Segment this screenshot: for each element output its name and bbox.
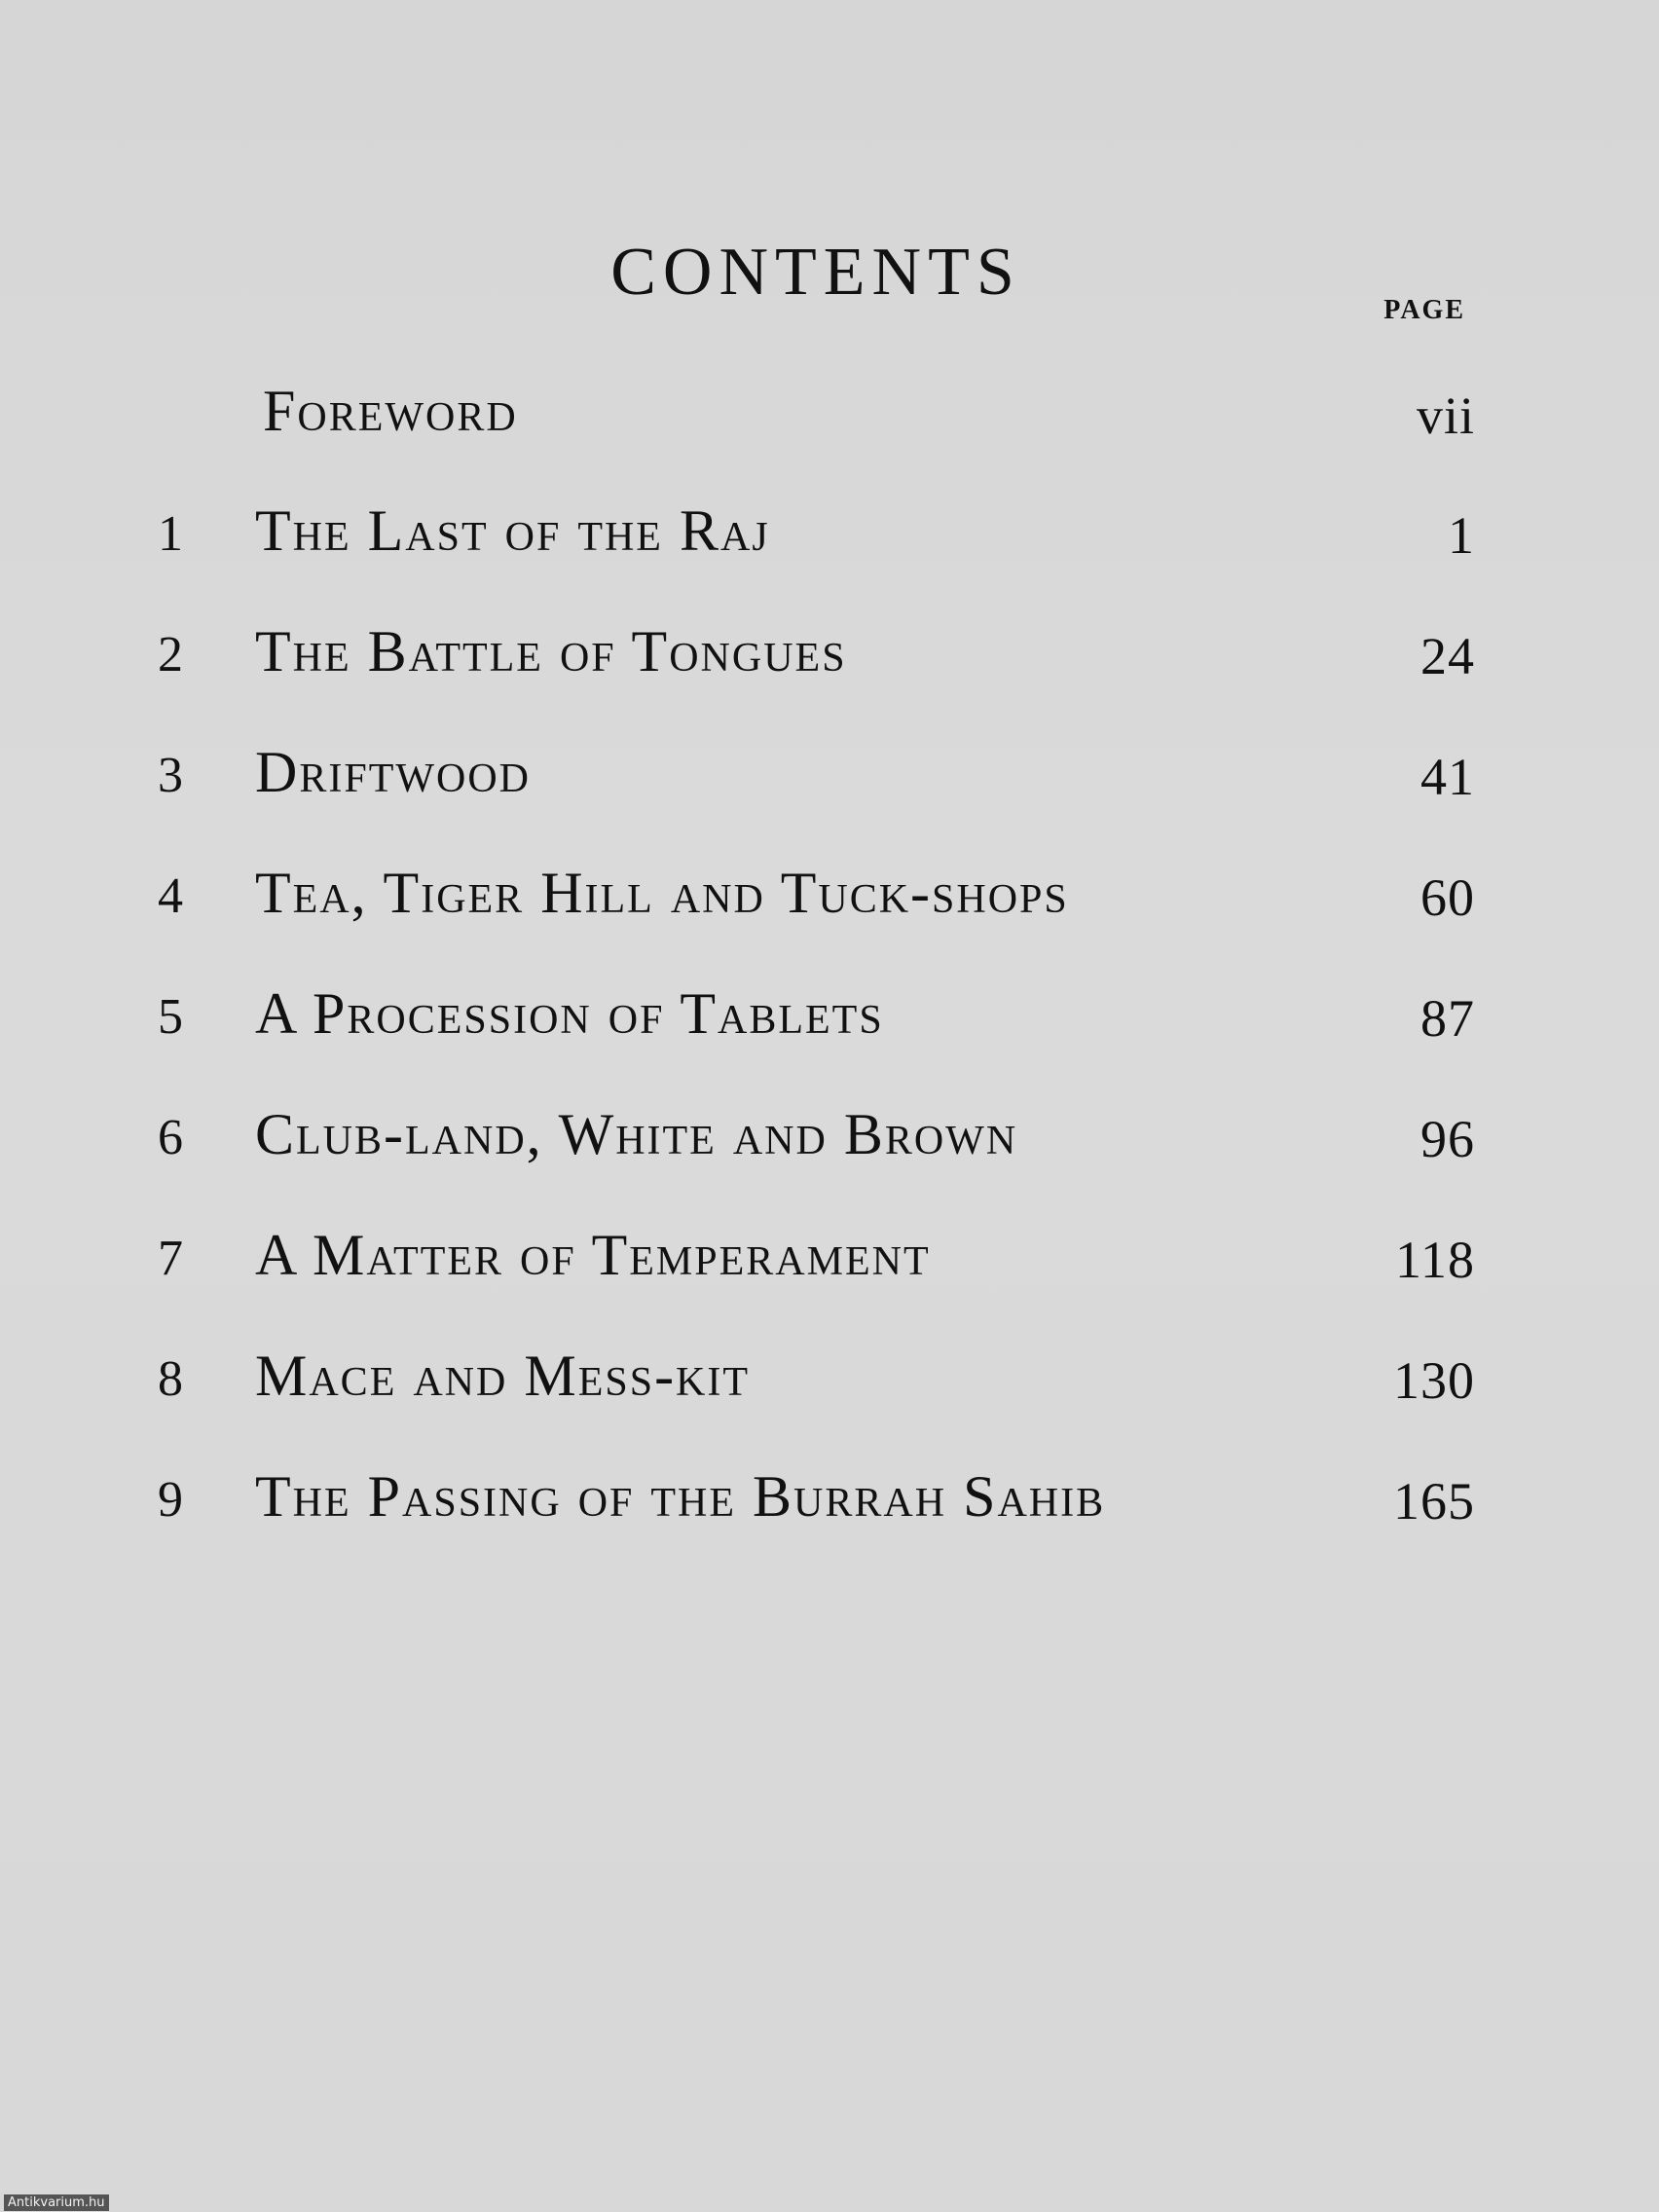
toc-entry-page: 60 (1420, 868, 1475, 927)
toc-entry-number: 6 (158, 1110, 183, 1165)
toc-entry-number: 4 (158, 868, 183, 924)
toc-entry-page: 1 (1448, 506, 1475, 565)
toc-entry-title: The Battle of Tongues (255, 619, 847, 683)
toc-entry-number: 3 (158, 748, 183, 803)
toc-entry-page: 130 (1393, 1351, 1475, 1410)
toc-entry-6 (0, 1091, 1659, 1179)
toc-entry-page: vii (1416, 387, 1475, 445)
toc-entry-8 (0, 1333, 1659, 1420)
watermark-label: Antikvarium.hu (4, 2194, 109, 2211)
toc-entry-number: 5 (158, 989, 183, 1045)
contents-heading: CONTENTS (610, 235, 1021, 310)
toc-entry-7 (0, 1212, 1659, 1300)
toc-entry-number: 2 (158, 627, 183, 682)
toc-entry-page: 24 (1420, 627, 1475, 685)
toc-entry-number: 1 (158, 506, 183, 562)
toc-entry-title: The Last of the Raj (255, 498, 770, 563)
toc-entry-title: Driftwood (255, 740, 531, 804)
toc-entry-title: Tea, Tiger Hill and Tuck-shops (255, 861, 1069, 925)
toc-entry-number: 8 (158, 1351, 183, 1407)
toc-entry-page: 118 (1395, 1231, 1475, 1289)
toc-entry-page: 165 (1393, 1472, 1475, 1530)
toc-entry-1 (0, 488, 1659, 575)
toc-entry-5 (0, 971, 1659, 1058)
toc-entry-title: The Passing of the Burrah Sahib (255, 1464, 1106, 1529)
toc-entry-title: A Procession of Tablets (255, 981, 884, 1046)
toc-entry-title: Mace and Mess-kit (255, 1344, 751, 1408)
toc-entry-3 (0, 729, 1659, 817)
toc-entry-number: 7 (158, 1231, 183, 1286)
toc-entry-4 (0, 850, 1659, 938)
toc-entry-foreword (0, 368, 1659, 456)
toc-entry-title: Club-land, White and Brown (255, 1102, 1018, 1166)
toc-entry-title: Foreword (263, 379, 518, 443)
toc-entry-9 (0, 1454, 1659, 1541)
toc-entry-number: 9 (158, 1472, 183, 1528)
toc-entry-2 (0, 608, 1659, 696)
toc-entry-page: 87 (1420, 989, 1475, 1048)
toc-entry-title: A Matter of Temperament (255, 1223, 931, 1287)
toc-entry-page: 41 (1420, 748, 1475, 806)
toc-entry-page: 96 (1420, 1110, 1475, 1168)
page-column-label: PAGE (1383, 295, 1465, 325)
